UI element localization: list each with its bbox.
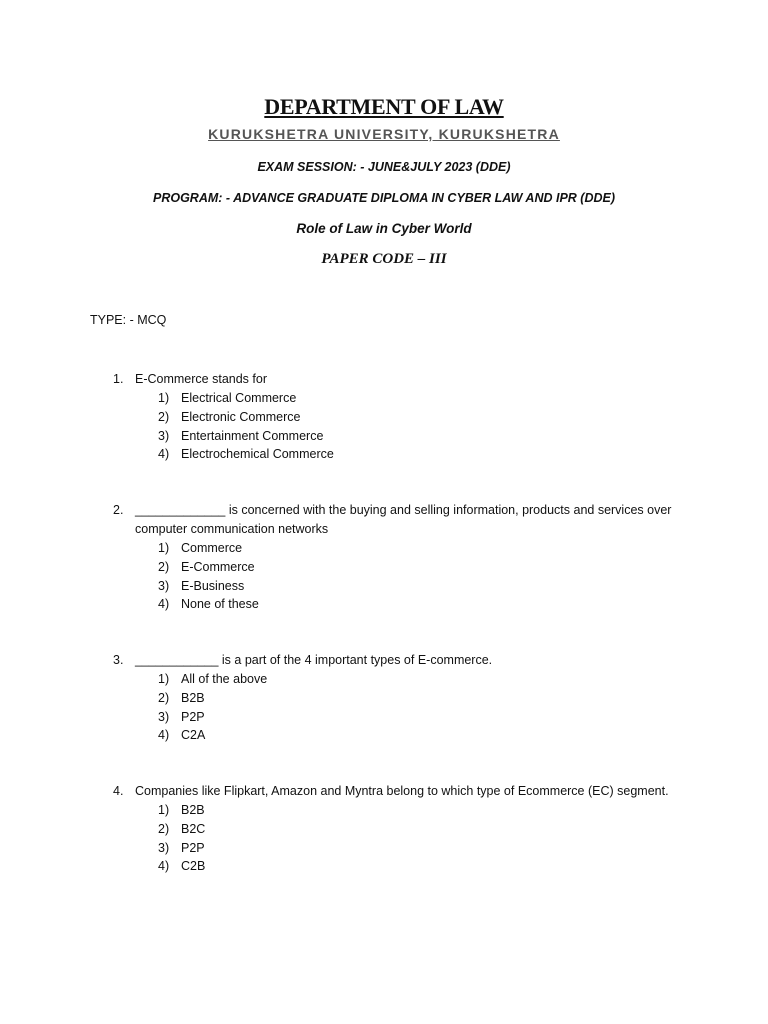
option-text: B2B <box>181 690 205 705</box>
option-item <box>158 857 733 876</box>
option-number: 1) <box>158 391 170 405</box>
option-text: Electronic Commerce <box>181 409 301 424</box>
option-text: E-Business <box>181 578 245 593</box>
option-text: C2A <box>181 728 206 743</box>
option-text: Electrical Commerce <box>181 391 297 405</box>
option-text: Commerce <box>181 541 243 555</box>
question-number: 4. <box>113 784 124 798</box>
question-3 <box>113 651 713 745</box>
option-item <box>158 689 713 708</box>
option-number: 3) <box>158 578 170 593</box>
option-item <box>158 389 713 408</box>
question-text: E-Commerce stands for <box>135 372 267 386</box>
program-name: PROGRAM: - ADVANCE GRADUATE DIPLOMA IN CYBER LAW AND IPR (DDE) <box>152 191 616 205</box>
option-number: 2) <box>158 559 170 574</box>
question-type: TYPE: - MCQ <box>90 313 167 327</box>
question-number: 2. <box>113 503 124 517</box>
option-item <box>158 408 713 427</box>
option-text: E-Commerce <box>181 559 255 574</box>
option-number: 4) <box>158 597 170 612</box>
option-text: Electrochemical Commerce <box>181 447 334 462</box>
option-number: 2) <box>158 690 170 705</box>
option-number: 4) <box>158 728 170 743</box>
option-item <box>158 445 713 464</box>
option-item <box>158 558 693 577</box>
option-number: 3) <box>158 840 170 855</box>
option-item <box>158 726 713 745</box>
option-list <box>158 670 713 745</box>
option-number: 1) <box>158 803 170 817</box>
option-text: All of the above <box>181 672 268 686</box>
option-item <box>158 539 693 558</box>
option-item <box>158 670 713 689</box>
option-text: Entertainment Commerce <box>181 428 324 443</box>
option-number: 4) <box>158 447 170 462</box>
department-title: DEPARTMENT OF LAW <box>264 94 504 119</box>
option-number: 3) <box>158 428 170 443</box>
option-item <box>158 708 713 727</box>
question-text: _____________ is concerned with the buying and selling information, products and services over computer communication networks <box>135 503 672 536</box>
option-item <box>158 577 693 596</box>
option-text: P2P <box>181 840 205 855</box>
option-number: 2) <box>158 409 170 424</box>
option-text: C2B <box>181 859 206 874</box>
option-text: B2B <box>181 803 205 817</box>
question-1 <box>113 370 713 464</box>
option-list <box>158 539 693 614</box>
question-number: 3. <box>113 653 124 667</box>
exam-session: EXAM SESSION: - JUNE&JULY 2023 (DDE) <box>257 160 511 174</box>
paper-code: PAPER CODE – III <box>321 251 447 267</box>
option-number: 4) <box>158 859 170 874</box>
option-text: P2P <box>181 709 205 724</box>
option-item <box>158 820 733 839</box>
option-list <box>158 801 733 876</box>
question-number: 1. <box>113 372 124 386</box>
option-number: 3) <box>158 709 170 724</box>
option-item <box>158 801 733 820</box>
option-item <box>158 427 713 446</box>
question-2 <box>113 501 693 614</box>
question-text: Companies like Flipkart, Amazon and Myntra belong to which type of Ecommerce (EC) segment. <box>135 784 669 798</box>
option-list <box>158 389 713 464</box>
option-number: 1) <box>158 672 170 686</box>
option-number: 1) <box>158 541 170 555</box>
question-text: ____________ is a part of the 4 important types of E-commerce. <box>135 653 493 667</box>
option-item <box>158 839 733 858</box>
subject-title: Role of Law in Cyber World <box>296 221 472 236</box>
option-text: None of these <box>181 597 259 612</box>
question-4 <box>113 782 733 876</box>
option-number: 2) <box>158 821 170 836</box>
option-text: B2C <box>181 821 206 836</box>
option-item <box>158 595 693 614</box>
university-name: KURUKSHETRA UNIVERSITY, KURUKSHETRA <box>208 126 560 142</box>
